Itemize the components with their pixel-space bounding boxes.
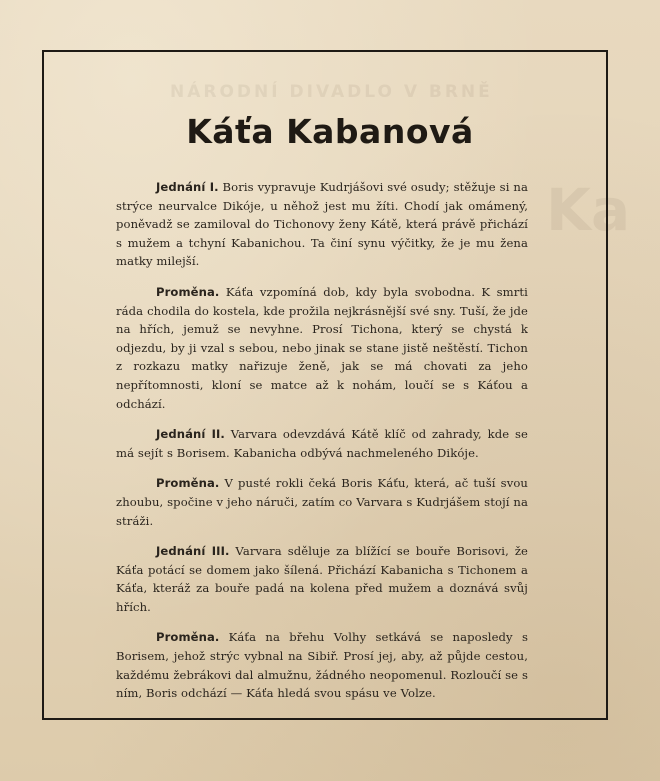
bleed-through-mark: Ka — [546, 176, 631, 244]
synopsis-paragraph — [116, 628, 528, 702]
synopsis-paragraph — [116, 425, 528, 462]
synopsis-paragraph — [116, 178, 528, 271]
paragraph-text: Káťa vzpomíná dob, kdy byla svobodna. K smrti ráda chodila do kostela, kde prožila nejkrásnější své sny. Tuší, že jde na hřích, jemuž se nevyhne. Prosí Tichona, který se chystá k odjezdu, by ji vzal s sebou, nebo jinak se stane jistě neštěstí. Tichon z rozkazu matky nařizuje ženě, jak se má chovati za jeho nepřítomnosti, kloní se matce až k nohám, loučí se s Káťou a odchází. — [116, 284, 528, 411]
act-label: Proměna. — [156, 476, 220, 491]
synopsis-paragraph — [116, 283, 528, 413]
act-label: Proměna. — [156, 630, 220, 645]
synopsis-paragraph — [116, 474, 528, 530]
act-label: Jednání III. — [156, 544, 230, 559]
act-label: Proměna. — [156, 284, 220, 299]
paragraph-text: Varvara odevzdává Kátě klíč od zahrady, kde se má sejít s Borisem. Kabanicha odbývá nachmeleného Dikóje. — [116, 427, 528, 460]
paragraph-text: Boris vypravuje Kudrjášovi své osudy; stěžuje si na strýce neurvalce Dikóje, u něhož jest mu žíti. Chodí jak omámený, poněvadž se zamiloval do Tichonovy ženy Kátě, která právě přichází s mužem a tchyní Kabanichou. Ta činí synu výčitky, že je mu žena matky milejší. — [116, 180, 528, 269]
act-label: Jednání I. — [156, 180, 219, 194]
paragraph-text: Varvara sděluje za blížící se bouře Borisovi, že Káťa potácí se domem jako šílená. Přichází Kabanicha s Tichonem a Káťa, kteráž za bouře padá na kolena před mužem a doznává svůj hřích. — [116, 544, 528, 614]
paragraph-text: V pusté rokli čeká Boris Káťu, která, ač tuší svou zhoubu, spočine v jeho náruči, zatím co Varvara s Kudrjášem stojí na stráži. — [116, 476, 528, 528]
paragraph-text: Káťa na břehu Volhy setkává se naposledy s Borisem, jehož strýc vybnal na Sibiř. Prosí jej, aby, až půjde cestou, každému žebrákovi dal almužnu, žádného neopomenul. Rozloučí se s ním, Boris odchází — Káťa hledá svou spásu ve Volze. — [116, 630, 528, 701]
synopsis-paragraph — [116, 542, 528, 616]
synopsis-body — [116, 178, 528, 715]
act-label: Jednání II. — [156, 427, 225, 442]
document-title: Káťa Kabanová — [186, 112, 474, 151]
bleed-through-text: NÁRODNÍ DIVADLO V BRNĚ — [170, 82, 493, 102]
